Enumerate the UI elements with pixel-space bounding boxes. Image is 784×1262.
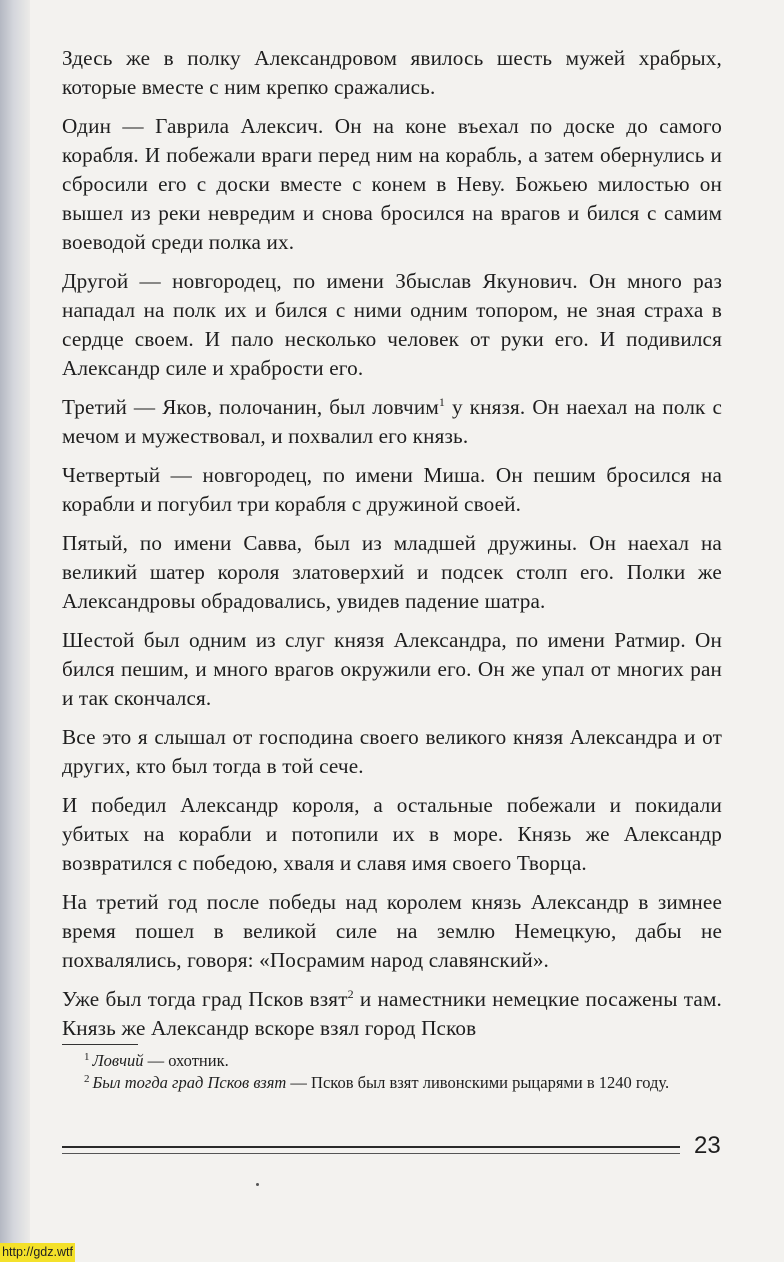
watermark-link[interactable]: http://gdz.wtf xyxy=(0,1243,75,1262)
paragraph: Один — Гаврила Алексич. Он на коне въехал по доске до самого корабля. И побежали враги перед ним на корабль, а затем обернулись и сбросили его с доски вместе с конем в Неву. Божьею милостью он вышел из реки невредим и снова бросился на врагов и бился с самим воеводой среди полка их. xyxy=(62,114,722,254)
paragraph: Третий — Яков, полочанин, был ловчим$^1$ у князя. Он наехал на полк с мечом и мужествовал, и похвалил его князь. xyxy=(62,394,722,448)
footnote-text: — Псков был взят ливонскими рыцарями в 1240 году. xyxy=(286,1073,670,1092)
page-footer-rule-thin xyxy=(62,1153,680,1154)
footnote xyxy=(84,1072,722,1094)
footnote xyxy=(84,1050,722,1072)
paragraph: Все это я слышал от господина своего великого князя Александра и от других, кто был тогда в той сече. xyxy=(62,725,722,778)
footnote-ref[interactable]: 1 xyxy=(438,394,446,409)
footnote-divider xyxy=(62,1044,138,1045)
paragraph: Шестой был одним из слуг князя Александра, по имени Ратмир. Он бился пешим, и много врагов окружили его. Он же упал от многих ран и так скончался. xyxy=(62,628,722,710)
page-footer-rule xyxy=(62,1146,680,1148)
print-speck xyxy=(256,1183,259,1186)
paragraph: Пятый, по имени Савва, был из младшей дружины. Он наехал на великий шатер короля златоверхий и подсек столп его. Полки же Александровы обрадовались, увидев падение шатра. xyxy=(62,531,722,613)
paragraph: И победил Александр короля, а остальные побежали и покидали убитых на корабли и потопили их в море. Князь же Александр возвратился с победою, хваля и славя имя своего Творца. xyxy=(62,793,722,875)
page-spine-shadow xyxy=(0,0,30,1262)
footnote-ref[interactable]: 2 xyxy=(347,986,354,1001)
paragraph: Четвертый — новгородец, по имени Миша. Он пешим бросился на корабли и погубил три корабля с дружиной своей. xyxy=(62,463,722,516)
footnote-term: Был тогда град Псков взят xyxy=(92,1073,287,1092)
footnote-text: — охотник. xyxy=(143,1051,229,1070)
page-number: 23 xyxy=(694,1132,721,1159)
paragraph: Уже был тогда град Псков взят$^2$ и наместники немецкие посажены там. Князь же Александр вскоре взял город Псков xyxy=(62,986,722,1040)
paragraph: На третий год после победы над королем князь Александр в зимнее время пошел в великой силе на землю Немецкую, дабы не похвалялись, говоря: «Посрамим народ славянский». xyxy=(62,890,722,972)
footnotes xyxy=(84,1050,722,1094)
footnote-number: 1 xyxy=(84,1050,90,1063)
paragraph: Другой — новгородец, по имени Збыслав Якунович. Он много раз нападал на полк их и бился с ними одним топором, не зная страха в сердце своем. И пало несколько человек от руки его. И подивился Александр силе и храбрости его. xyxy=(62,269,722,380)
paragraph: Здесь же в полку Александровом явилось шесть мужей храбрых, которые вместе с ним крепко сражались. xyxy=(62,46,722,99)
footnote-number: 2 xyxy=(84,1072,90,1085)
body-text xyxy=(62,44,722,1053)
footnote-term: Ловчий xyxy=(92,1051,144,1070)
